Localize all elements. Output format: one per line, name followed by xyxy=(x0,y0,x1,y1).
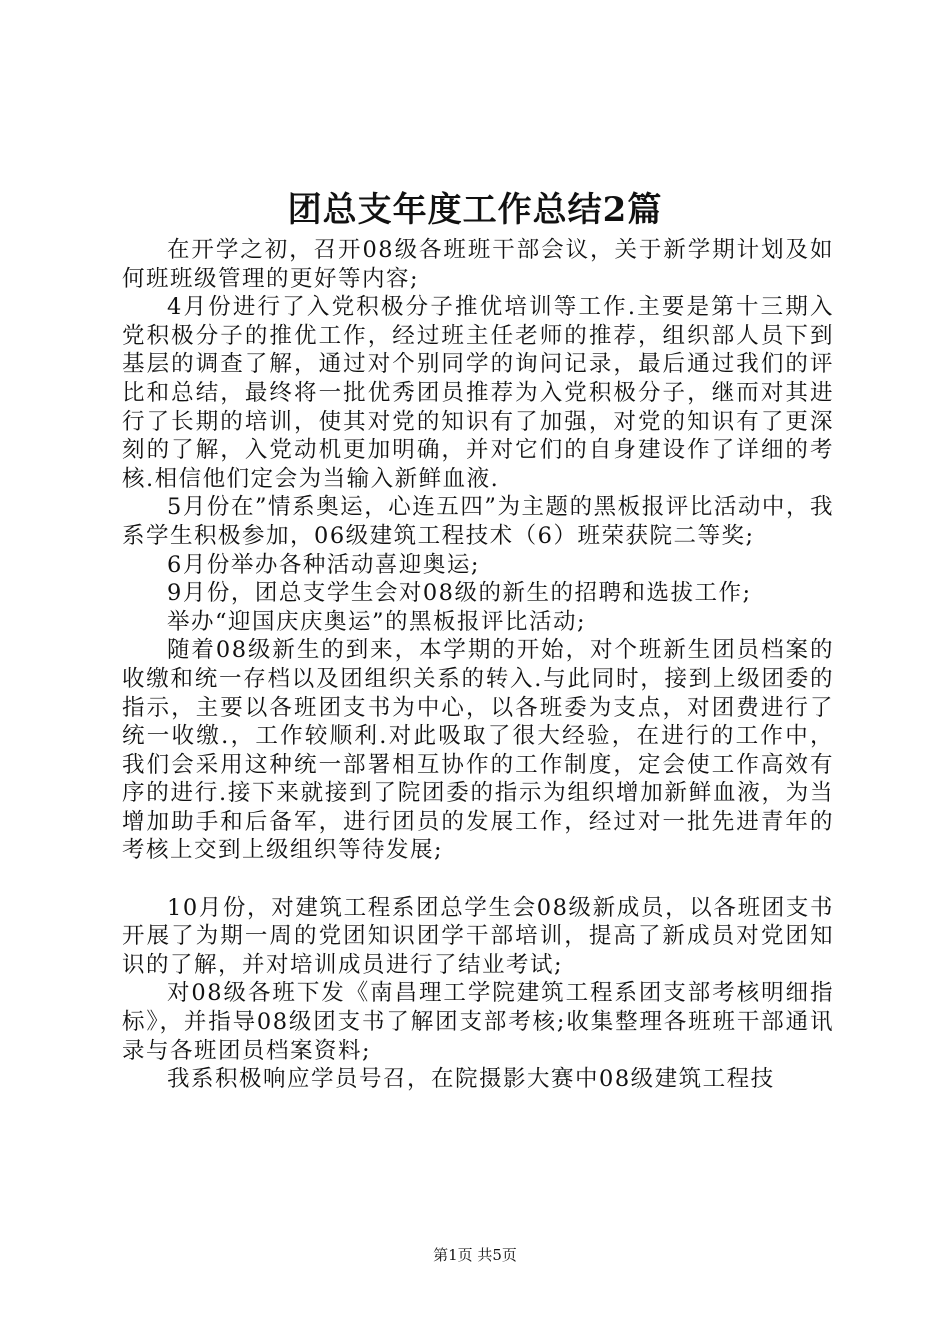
paragraph-8: 10月份，对建筑工程系团总学生会08级新成员，以各班团支书开展了为期一周的党团知识团学干部培训，提高了新成员对党团知识的了解，并对培训成员进行了结业考试; xyxy=(122,894,834,978)
paragraph-1: 在开学之初，召开08级各班班干部会议，关于新学期计划及如何班班级管理的更好等内容; xyxy=(122,237,834,292)
page-footer: 第1页 共5页 xyxy=(433,1246,517,1264)
paragraph-5: 9月份，团总支学生会对08级的新生的招聘和选拔工作; xyxy=(167,580,752,607)
document-body xyxy=(122,236,834,1094)
paragraph-3: 5月份在”情系奥运，心连五四”为主题的黑板报评比活动中，我系学生积极参加，06级建筑工程技术（6）班荣获院二等奖; xyxy=(122,494,834,549)
paragraph-4: 6月份举办各种活动喜迎奥运; xyxy=(167,551,480,578)
paragraph-9: 对08级各班下发《南昌理工学院建筑工程系团支部考核明细指标》，并指导08级团支书了解团支部考核;收集整理各班班干部通讯录与各班团员档案资料; xyxy=(122,980,834,1064)
paragraph-7: 随着08级新生的到来，本学期的开始，对个班新生团员档案的收缴和统一存档以及团组织关系的转入.与此同时，接到上级团委的指示，主要以各班团支书为中心，以各班委为支点，对团费进行了统一收缴.，工作较顺利.对此吸取了很大经验，在进行的工作中，我们会采用这种统一部署相互协作的工作制度，定会使工作高效有序的进行.接下来就接到了院团委的指示为组织增加新鲜血液，为当增加助手和后备军，进行团员的发展工作，经过对一批先进青年的考核上交到上级组织等待发展; xyxy=(122,637,834,864)
document-title: 团总支年度工作总结2篇 xyxy=(287,190,663,230)
paragraph-6: 举办“迎国庆庆奥运”的黑板报评比活动; xyxy=(167,608,587,635)
paragraph-2: 4月份进行了入党积极分子推优培训等工作.主要是第十三期入党积极分子的推优工作，经过班主任老师的推荐，组织部人员下到基层的调查了解，通过对个别同学的询问记录，最后通过我们的评比和总结，最终将一批优秀团员推荐为入党积极分子，继而对其进行了长期的培训，使其对党的知识有了加强，对党的知识有了更深刻的了解，入党动机更加明确，并对它们的自身建设作了详细的考核.相信他们定会为当输入新鲜血液. xyxy=(122,294,834,492)
paragraph-10: 我系积极响应学员号召，在院摄影大赛中08级建筑工程技 xyxy=(167,1066,775,1093)
